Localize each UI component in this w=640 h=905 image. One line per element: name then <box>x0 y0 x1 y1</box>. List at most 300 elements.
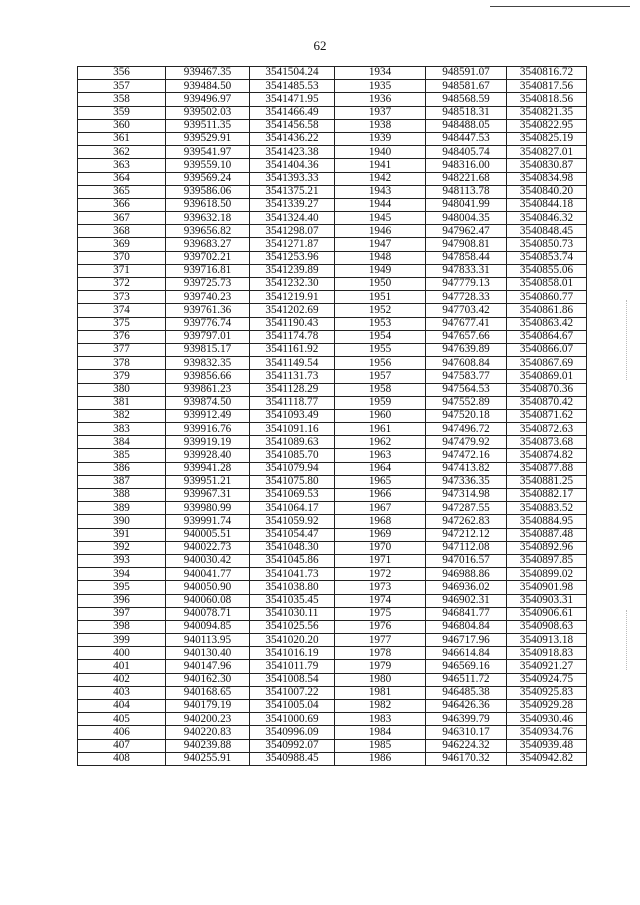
x-coordinate-right-cell: 947472.16 <box>426 449 507 462</box>
y-coordinate-left-cell: 3541375.21 <box>250 185 335 198</box>
x-coordinate-left-cell: 939529.91 <box>166 132 250 145</box>
point-number-left-cell: 363 <box>78 159 166 172</box>
y-coordinate-right-cell: 3540903.31 <box>507 594 587 607</box>
point-number-right-cell: 1962 <box>335 436 426 449</box>
y-coordinate-right-cell: 3540869.01 <box>507 370 587 383</box>
table-row <box>78 317 587 330</box>
table-row <box>78 264 587 277</box>
point-number-left-cell: 375 <box>78 317 166 330</box>
x-coordinate-right-cell: 946426.36 <box>426 700 507 713</box>
x-coordinate-left-cell: 939618.50 <box>166 198 250 211</box>
point-number-right-cell: 1984 <box>335 726 426 739</box>
point-number-right-cell: 1935 <box>335 80 426 93</box>
point-number-left-cell: 389 <box>78 502 166 515</box>
x-coordinate-left-cell: 939725.73 <box>166 278 250 291</box>
x-coordinate-right-cell: 946224.32 <box>426 739 507 752</box>
y-coordinate-right-cell: 3540866.07 <box>507 343 587 356</box>
x-coordinate-left-cell: 940147.96 <box>166 660 250 673</box>
y-coordinate-left-cell: 3540988.45 <box>250 752 335 765</box>
y-coordinate-left-cell: 3541025.56 <box>250 620 335 633</box>
point-number-right-cell: 1976 <box>335 620 426 633</box>
point-number-right-cell: 1936 <box>335 93 426 106</box>
point-number-right-cell: 1973 <box>335 581 426 594</box>
y-coordinate-left-cell: 3541000.69 <box>250 713 335 726</box>
point-number-left-cell: 400 <box>78 647 166 660</box>
point-number-left-cell: 407 <box>78 739 166 752</box>
point-number-right-cell: 1939 <box>335 132 426 145</box>
y-coordinate-left-cell: 3541324.40 <box>250 212 335 225</box>
y-coordinate-left-cell: 3541232.30 <box>250 278 335 291</box>
y-coordinate-right-cell: 3540870.36 <box>507 383 587 396</box>
y-coordinate-left-cell: 3541466.49 <box>250 106 335 119</box>
point-number-right-cell: 1954 <box>335 330 426 343</box>
y-coordinate-left-cell: 3541298.07 <box>250 225 335 238</box>
y-coordinate-left-cell: 3541339.27 <box>250 198 335 211</box>
x-coordinate-left-cell: 939569.24 <box>166 172 250 185</box>
x-coordinate-left-cell: 939702.21 <box>166 251 250 264</box>
y-coordinate-right-cell: 3540921.27 <box>507 660 587 673</box>
y-coordinate-right-cell: 3540942.82 <box>507 752 587 765</box>
point-number-right-cell: 1938 <box>335 119 426 132</box>
point-number-left-cell: 406 <box>78 726 166 739</box>
table-row <box>78 409 587 422</box>
y-coordinate-left-cell: 3541471.95 <box>250 93 335 106</box>
y-coordinate-right-cell: 3540883.52 <box>507 502 587 515</box>
point-number-right-cell: 1943 <box>335 185 426 198</box>
y-coordinate-right-cell: 3540825.19 <box>507 132 587 145</box>
table-row <box>78 554 587 567</box>
point-number-right-cell: 1965 <box>335 475 426 488</box>
y-coordinate-right-cell: 3540817.56 <box>507 80 587 93</box>
x-coordinate-right-cell: 947552.89 <box>426 396 507 409</box>
x-coordinate-right-cell: 948041.99 <box>426 198 507 211</box>
x-coordinate-right-cell: 946902.31 <box>426 594 507 607</box>
point-number-left-cell: 392 <box>78 541 166 554</box>
point-number-left-cell: 367 <box>78 212 166 225</box>
y-coordinate-right-cell: 3540934.76 <box>507 726 587 739</box>
table-row <box>78 330 587 343</box>
x-coordinate-left-cell: 940239.88 <box>166 739 250 752</box>
x-coordinate-right-cell: 948591.07 <box>426 67 507 80</box>
table-row <box>78 489 587 502</box>
margin-dots <box>626 300 629 380</box>
x-coordinate-left-cell: 939815.17 <box>166 343 250 356</box>
point-number-left-cell: 360 <box>78 119 166 132</box>
table-row <box>78 449 587 462</box>
point-number-left-cell: 384 <box>78 436 166 449</box>
point-number-right-cell: 1934 <box>335 67 426 80</box>
x-coordinate-left-cell: 939832.35 <box>166 357 250 370</box>
point-number-left-cell: 405 <box>78 713 166 726</box>
x-coordinate-left-cell: 939941.28 <box>166 462 250 475</box>
y-coordinate-left-cell: 3541016.19 <box>250 647 335 660</box>
x-coordinate-right-cell: 946511.72 <box>426 673 507 686</box>
y-coordinate-left-cell: 3541008.54 <box>250 673 335 686</box>
y-coordinate-left-cell: 3541041.73 <box>250 568 335 581</box>
y-coordinate-right-cell: 3540827.01 <box>507 146 587 159</box>
y-coordinate-left-cell: 3541219.91 <box>250 291 335 304</box>
table-row <box>78 594 587 607</box>
x-coordinate-left-cell: 939541.97 <box>166 146 250 159</box>
y-coordinate-left-cell: 3541069.53 <box>250 489 335 502</box>
x-coordinate-left-cell: 939916.76 <box>166 423 250 436</box>
x-coordinate-left-cell: 940220.83 <box>166 726 250 739</box>
x-coordinate-right-cell: 947908.81 <box>426 238 507 251</box>
y-coordinate-left-cell: 3541404.36 <box>250 159 335 172</box>
point-number-right-cell: 1970 <box>335 541 426 554</box>
x-coordinate-left-cell: 940030.42 <box>166 554 250 567</box>
x-coordinate-right-cell: 947833.31 <box>426 264 507 277</box>
y-coordinate-right-cell: 3540863.42 <box>507 317 587 330</box>
point-number-right-cell: 1957 <box>335 370 426 383</box>
point-number-left-cell: 395 <box>78 581 166 594</box>
x-coordinate-right-cell: 948316.00 <box>426 159 507 172</box>
point-number-right-cell: 1959 <box>335 396 426 409</box>
table-row <box>78 93 587 106</box>
y-coordinate-left-cell: 3541190.43 <box>250 317 335 330</box>
y-coordinate-right-cell: 3540871.62 <box>507 409 587 422</box>
y-coordinate-left-cell: 3541393.33 <box>250 172 335 185</box>
y-coordinate-right-cell: 3540897.85 <box>507 554 587 567</box>
y-coordinate-left-cell: 3541131.73 <box>250 370 335 383</box>
table-row <box>78 212 587 225</box>
table-row <box>78 106 587 119</box>
table-row <box>78 528 587 541</box>
x-coordinate-right-cell: 948568.59 <box>426 93 507 106</box>
x-coordinate-left-cell: 939559.10 <box>166 159 250 172</box>
table-row <box>78 568 587 581</box>
y-coordinate-left-cell: 3541048.30 <box>250 541 335 554</box>
margin-dots <box>626 610 629 670</box>
point-number-right-cell: 1951 <box>335 291 426 304</box>
point-number-left-cell: 378 <box>78 357 166 370</box>
y-coordinate-right-cell: 3540877.88 <box>507 462 587 475</box>
table-row <box>78 185 587 198</box>
page-number: 62 <box>313 38 327 53</box>
table-row <box>78 172 587 185</box>
table-row <box>78 80 587 93</box>
x-coordinate-left-cell: 940168.65 <box>166 686 250 699</box>
x-coordinate-right-cell: 948113.78 <box>426 185 507 198</box>
y-coordinate-right-cell: 3540872.63 <box>507 423 587 436</box>
y-coordinate-right-cell: 3540892.96 <box>507 541 587 554</box>
x-coordinate-left-cell: 939776.74 <box>166 317 250 330</box>
y-coordinate-right-cell: 3540822.95 <box>507 119 587 132</box>
x-coordinate-left-cell: 940050.90 <box>166 581 250 594</box>
point-number-right-cell: 1963 <box>335 449 426 462</box>
y-coordinate-right-cell: 3540930.46 <box>507 713 587 726</box>
point-number-right-cell: 1947 <box>335 238 426 251</box>
y-coordinate-right-cell: 3540818.56 <box>507 93 587 106</box>
x-coordinate-right-cell: 947016.57 <box>426 554 507 567</box>
point-number-right-cell: 1942 <box>335 172 426 185</box>
top-rule <box>490 6 630 7</box>
point-number-left-cell: 374 <box>78 304 166 317</box>
table-row <box>78 726 587 739</box>
x-coordinate-left-cell: 939991.74 <box>166 515 250 528</box>
y-coordinate-left-cell: 3541161.92 <box>250 343 335 356</box>
point-number-left-cell: 385 <box>78 449 166 462</box>
x-coordinate-left-cell: 939912.49 <box>166 409 250 422</box>
point-number-right-cell: 1958 <box>335 383 426 396</box>
point-number-right-cell: 1972 <box>335 568 426 581</box>
point-number-left-cell: 365 <box>78 185 166 198</box>
point-number-right-cell: 1981 <box>335 686 426 699</box>
x-coordinate-right-cell: 946988.86 <box>426 568 507 581</box>
table-row <box>78 198 587 211</box>
x-coordinate-left-cell: 940041.77 <box>166 568 250 581</box>
x-coordinate-right-cell: 948447.53 <box>426 132 507 145</box>
x-coordinate-right-cell: 946717.96 <box>426 634 507 647</box>
y-coordinate-right-cell: 3540830.87 <box>507 159 587 172</box>
x-coordinate-right-cell: 948518.31 <box>426 106 507 119</box>
table-row <box>78 739 587 752</box>
point-number-right-cell: 1968 <box>335 515 426 528</box>
point-number-right-cell: 1940 <box>335 146 426 159</box>
x-coordinate-left-cell: 939980.99 <box>166 502 250 515</box>
x-coordinate-right-cell: 947287.55 <box>426 502 507 515</box>
table-row <box>78 423 587 436</box>
y-coordinate-right-cell: 3540929.28 <box>507 700 587 713</box>
x-coordinate-right-cell: 946569.16 <box>426 660 507 673</box>
point-number-left-cell: 382 <box>78 409 166 422</box>
point-number-left-cell: 362 <box>78 146 166 159</box>
y-coordinate-left-cell: 3541174.78 <box>250 330 335 343</box>
y-coordinate-left-cell: 3541007.22 <box>250 686 335 699</box>
x-coordinate-left-cell: 939967.31 <box>166 489 250 502</box>
coordinates-table-body <box>78 67 587 766</box>
y-coordinate-right-cell: 3540858.01 <box>507 278 587 291</box>
x-coordinate-right-cell: 947779.13 <box>426 278 507 291</box>
y-coordinate-left-cell: 3541020.20 <box>250 634 335 647</box>
y-coordinate-right-cell: 3540855.06 <box>507 264 587 277</box>
x-coordinate-right-cell: 947520.18 <box>426 409 507 422</box>
point-number-left-cell: 386 <box>78 462 166 475</box>
point-number-right-cell: 1953 <box>335 317 426 330</box>
table-row <box>78 752 587 765</box>
x-coordinate-right-cell: 947608.84 <box>426 357 507 370</box>
x-coordinate-left-cell: 939683.27 <box>166 238 250 251</box>
point-number-right-cell: 1986 <box>335 752 426 765</box>
point-number-left-cell: 377 <box>78 343 166 356</box>
point-number-left-cell: 372 <box>78 278 166 291</box>
table-row <box>78 159 587 172</box>
x-coordinate-right-cell: 947496.72 <box>426 423 507 436</box>
point-number-right-cell: 1945 <box>335 212 426 225</box>
point-number-left-cell: 402 <box>78 673 166 686</box>
point-number-left-cell: 368 <box>78 225 166 238</box>
x-coordinate-right-cell: 947858.44 <box>426 251 507 264</box>
x-coordinate-right-cell: 946614.84 <box>426 647 507 660</box>
x-coordinate-right-cell: 946804.84 <box>426 620 507 633</box>
y-coordinate-left-cell: 3541079.94 <box>250 462 335 475</box>
point-number-right-cell: 1941 <box>335 159 426 172</box>
x-coordinate-left-cell: 940060.08 <box>166 594 250 607</box>
x-coordinate-right-cell: 947262.83 <box>426 515 507 528</box>
x-coordinate-left-cell: 939484.50 <box>166 80 250 93</box>
x-coordinate-right-cell: 947677.41 <box>426 317 507 330</box>
point-number-left-cell: 381 <box>78 396 166 409</box>
table-row <box>78 647 587 660</box>
y-coordinate-left-cell: 3540996.09 <box>250 726 335 739</box>
table-row <box>78 502 587 515</box>
y-coordinate-left-cell: 3541091.16 <box>250 423 335 436</box>
y-coordinate-right-cell: 3540924.75 <box>507 673 587 686</box>
y-coordinate-right-cell: 3540840.20 <box>507 185 587 198</box>
point-number-right-cell: 1961 <box>335 423 426 436</box>
y-coordinate-left-cell: 3541038.80 <box>250 581 335 594</box>
x-coordinate-left-cell: 940094.85 <box>166 620 250 633</box>
point-number-right-cell: 1985 <box>335 739 426 752</box>
point-number-left-cell: 373 <box>78 291 166 304</box>
y-coordinate-left-cell: 3541128.29 <box>250 383 335 396</box>
table-row <box>78 278 587 291</box>
y-coordinate-right-cell: 3540899.02 <box>507 568 587 581</box>
y-coordinate-left-cell: 3541093.49 <box>250 409 335 422</box>
y-coordinate-right-cell: 3540844.18 <box>507 198 587 211</box>
x-coordinate-left-cell: 940005.51 <box>166 528 250 541</box>
point-number-left-cell: 397 <box>78 607 166 620</box>
x-coordinate-right-cell: 946841.77 <box>426 607 507 620</box>
table-row <box>78 581 587 594</box>
point-number-left-cell: 403 <box>78 686 166 699</box>
x-coordinate-left-cell: 939761.36 <box>166 304 250 317</box>
point-number-left-cell: 387 <box>78 475 166 488</box>
x-coordinate-right-cell: 948405.74 <box>426 146 507 159</box>
y-coordinate-right-cell: 3540860.77 <box>507 291 587 304</box>
table-row <box>78 304 587 317</box>
x-coordinate-left-cell: 939874.50 <box>166 396 250 409</box>
x-coordinate-left-cell: 939656.82 <box>166 225 250 238</box>
y-coordinate-right-cell: 3540918.83 <box>507 647 587 660</box>
point-number-left-cell: 393 <box>78 554 166 567</box>
table-row <box>78 343 587 356</box>
table-row <box>78 515 587 528</box>
point-number-left-cell: 396 <box>78 594 166 607</box>
point-number-right-cell: 1974 <box>335 594 426 607</box>
y-coordinate-left-cell: 3541059.92 <box>250 515 335 528</box>
x-coordinate-right-cell: 947413.82 <box>426 462 507 475</box>
y-coordinate-right-cell: 3540939.48 <box>507 739 587 752</box>
point-number-right-cell: 1982 <box>335 700 426 713</box>
x-coordinate-right-cell: 947962.47 <box>426 225 507 238</box>
point-number-right-cell: 1971 <box>335 554 426 567</box>
point-number-left-cell: 366 <box>78 198 166 211</box>
y-coordinate-left-cell: 3541253.96 <box>250 251 335 264</box>
y-coordinate-left-cell: 3541054.47 <box>250 528 335 541</box>
y-coordinate-left-cell: 3541118.77 <box>250 396 335 409</box>
x-coordinate-left-cell: 939740.23 <box>166 291 250 304</box>
x-coordinate-left-cell: 939586.06 <box>166 185 250 198</box>
y-coordinate-right-cell: 3540925.83 <box>507 686 587 699</box>
y-coordinate-right-cell: 3540850.73 <box>507 238 587 251</box>
x-coordinate-right-cell: 946399.79 <box>426 713 507 726</box>
y-coordinate-left-cell: 3541202.69 <box>250 304 335 317</box>
point-number-right-cell: 1960 <box>335 409 426 422</box>
y-coordinate-left-cell: 3541030.11 <box>250 607 335 620</box>
x-coordinate-left-cell: 939797.01 <box>166 330 250 343</box>
y-coordinate-right-cell: 3540884.95 <box>507 515 587 528</box>
x-coordinate-left-cell: 940179.19 <box>166 700 250 713</box>
y-coordinate-right-cell: 3540821.35 <box>507 106 587 119</box>
point-number-left-cell: 399 <box>78 634 166 647</box>
y-coordinate-right-cell: 3540870.42 <box>507 396 587 409</box>
x-coordinate-left-cell: 940255.91 <box>166 752 250 765</box>
point-number-left-cell: 358 <box>78 93 166 106</box>
x-coordinate-right-cell: 946170.32 <box>426 752 507 765</box>
point-number-right-cell: 1978 <box>335 647 426 660</box>
table-row <box>78 686 587 699</box>
y-coordinate-left-cell: 3541149.54 <box>250 357 335 370</box>
y-coordinate-left-cell: 3541504.24 <box>250 67 335 80</box>
x-coordinate-right-cell: 947583.77 <box>426 370 507 383</box>
x-coordinate-left-cell: 939496.97 <box>166 93 250 106</box>
point-number-right-cell: 1944 <box>335 198 426 211</box>
table-row <box>78 620 587 633</box>
point-number-right-cell: 1946 <box>335 225 426 238</box>
y-coordinate-right-cell: 3540848.45 <box>507 225 587 238</box>
y-coordinate-left-cell: 3541456.58 <box>250 119 335 132</box>
table-row <box>78 357 587 370</box>
x-coordinate-left-cell: 939951.21 <box>166 475 250 488</box>
y-coordinate-right-cell: 3540873.68 <box>507 436 587 449</box>
y-coordinate-right-cell: 3540816.72 <box>507 67 587 80</box>
point-number-left-cell: 401 <box>78 660 166 673</box>
table-row <box>78 700 587 713</box>
table-row <box>78 634 587 647</box>
point-number-right-cell: 1937 <box>335 106 426 119</box>
x-coordinate-right-cell: 947314.98 <box>426 489 507 502</box>
point-number-right-cell: 1977 <box>335 634 426 647</box>
point-number-left-cell: 361 <box>78 132 166 145</box>
x-coordinate-right-cell: 947336.35 <box>426 475 507 488</box>
y-coordinate-right-cell: 3540846.32 <box>507 212 587 225</box>
y-coordinate-left-cell: 3541035.45 <box>250 594 335 607</box>
x-coordinate-left-cell: 939856.66 <box>166 370 250 383</box>
point-number-right-cell: 1964 <box>335 462 426 475</box>
x-coordinate-right-cell: 946485.38 <box>426 686 507 699</box>
x-coordinate-left-cell: 940130.40 <box>166 647 250 660</box>
point-number-right-cell: 1983 <box>335 713 426 726</box>
y-coordinate-right-cell: 3540908.63 <box>507 620 587 633</box>
y-coordinate-left-cell: 3541085.70 <box>250 449 335 462</box>
x-coordinate-right-cell: 946310.17 <box>426 726 507 739</box>
x-coordinate-right-cell: 947212.12 <box>426 528 507 541</box>
y-coordinate-right-cell: 3540867.69 <box>507 357 587 370</box>
table-row <box>78 225 587 238</box>
x-coordinate-left-cell: 940200.23 <box>166 713 250 726</box>
y-coordinate-left-cell: 3540992.07 <box>250 739 335 752</box>
table-row <box>78 238 587 251</box>
point-number-left-cell: 408 <box>78 752 166 765</box>
y-coordinate-right-cell: 3540913.18 <box>507 634 587 647</box>
point-number-right-cell: 1966 <box>335 489 426 502</box>
table-row <box>78 660 587 673</box>
point-number-left-cell: 364 <box>78 172 166 185</box>
y-coordinate-right-cell: 3540881.25 <box>507 475 587 488</box>
x-coordinate-left-cell: 940022.73 <box>166 541 250 554</box>
table-row <box>78 541 587 554</box>
x-coordinate-right-cell: 947479.92 <box>426 436 507 449</box>
table-row <box>78 396 587 409</box>
x-coordinate-left-cell: 939919.19 <box>166 436 250 449</box>
point-number-right-cell: 1950 <box>335 278 426 291</box>
y-coordinate-right-cell: 3540853.74 <box>507 251 587 264</box>
y-coordinate-left-cell: 3541075.80 <box>250 475 335 488</box>
x-coordinate-right-cell: 947112.08 <box>426 541 507 554</box>
x-coordinate-left-cell: 940078.71 <box>166 607 250 620</box>
table-row <box>78 146 587 159</box>
